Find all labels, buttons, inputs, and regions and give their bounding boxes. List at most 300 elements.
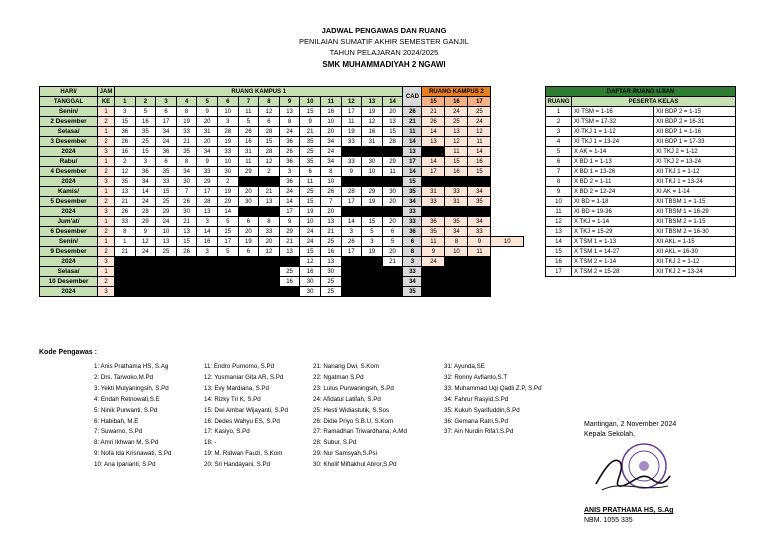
supervisor-code: 24 — [300, 237, 321, 247]
schedule-row — [40, 157, 524, 167]
room-number: 1 — [546, 107, 572, 117]
supervisor-code: 28 — [217, 127, 238, 137]
room-header: 5 — [197, 97, 218, 107]
supervisor-code: 2 — [115, 157, 136, 167]
room-class-b: XII TKJ 2 = 1-12 — [654, 257, 736, 267]
supervisor-code: 8 — [279, 117, 300, 127]
room-row — [546, 177, 736, 187]
sign-place-date: Mantingan, 2 November 2024 — [584, 421, 677, 428]
supervisor-code: 31 — [422, 187, 445, 197]
supervisor-code: 36 — [422, 217, 445, 227]
supervisor-code: 20 — [238, 227, 259, 237]
supervisor-code: 7 — [320, 197, 341, 207]
supervisor-code: 36 — [403, 227, 422, 237]
supervisor-code: 16 — [135, 117, 156, 127]
supervisor-code: 29 — [197, 177, 218, 187]
supervisor-code: 5 — [217, 247, 238, 257]
room-row — [546, 267, 736, 277]
supervisor-code: 10 — [217, 107, 238, 117]
room-row — [546, 167, 736, 177]
supervisor-entry: 2: Drs. Tarwoko,M.Pd — [94, 373, 154, 381]
supervisor-code: 11 — [238, 157, 259, 167]
schedule-row — [40, 177, 524, 187]
supervisor-code: 35 — [300, 157, 321, 167]
room-header: 10 — [300, 97, 321, 107]
schedule-row — [40, 207, 524, 217]
doc-subtitle: PENILAIAN SUMATIF AKHIR SEMESTER GANJIL — [299, 37, 469, 46]
supervisor-entry: 28: Subur, S.Pd — [313, 439, 357, 447]
supervisor-entry: 6: Habibah, M.E — [94, 417, 139, 425]
supervisor-code: 9 — [197, 107, 218, 117]
room-header: 16 — [445, 97, 468, 107]
room-class-b: XI AK = 1-14 — [654, 187, 736, 197]
supervisor-code: 25 — [300, 147, 321, 157]
jam-cell: 2 — [98, 197, 115, 207]
supervisor-code — [445, 177, 468, 187]
supervisor-code: 13 — [156, 237, 177, 247]
schedule-row — [40, 277, 524, 287]
signer-block — [584, 506, 673, 526]
supervisor-code: 28 — [382, 137, 403, 147]
supervisor-code: 15 — [217, 227, 238, 237]
day-cell: 5 Desember — [40, 197, 98, 207]
schedule-row — [40, 267, 524, 277]
supervisor-code: 11 — [300, 177, 321, 187]
supervisor-code: 13 — [320, 217, 341, 227]
room-class-a: X TSM 2 = 1-14 — [572, 257, 654, 267]
supervisor-code: 33 — [403, 207, 422, 217]
room-class-b: XII TKJ 1 = 1-12 — [654, 167, 736, 177]
supervisor-code — [259, 257, 280, 267]
school-seal-signature-icon — [592, 436, 672, 498]
room-class-b: XII TKJ 1 = 13-24 — [654, 177, 736, 187]
supervisor-entry: 33: Muhammad Uqi Qadli Z.P, S.Pd — [444, 384, 542, 392]
room-number: 17 — [546, 267, 572, 277]
supervisor-code: 5 — [217, 217, 238, 227]
supervisor-entry: 8: Amri Ikhwan M, S.Pd — [94, 439, 159, 447]
supervisor-code: 24 — [320, 147, 341, 157]
supervisor-code: 15 — [403, 177, 422, 187]
supervisor-code: 9 — [341, 167, 362, 177]
supervisor-code: 30 — [382, 187, 403, 197]
supervisor-code: 3 — [115, 107, 136, 117]
day-cell: 2024 — [40, 287, 98, 297]
room-row — [546, 117, 736, 127]
supervisor-code — [238, 277, 259, 287]
supervisor-code: 15 — [176, 237, 197, 247]
supervisor-code: 36 — [279, 137, 300, 147]
room-header: 14 — [382, 97, 403, 107]
supervisor-entry: 36: Gemana Ratri,S.Pd — [444, 417, 508, 425]
supervisor-code: 35 — [403, 287, 422, 297]
room-class-b: XII BDP 1 = 17-33 — [654, 137, 736, 147]
supervisor-code — [238, 287, 259, 297]
jam-cell: 3 — [98, 207, 115, 217]
supervisor-code: 15 — [115, 117, 136, 127]
supervisor-code — [341, 207, 362, 217]
supervisor-code: 17 — [279, 207, 300, 217]
supervisor-code: 35 — [403, 187, 422, 197]
supervisor-code: 20 — [259, 237, 280, 247]
supervisor-code: 34 — [156, 127, 177, 137]
supervisor-code: 20 — [382, 247, 403, 257]
room-class-a: XI TKJ 1 = 1-12 — [572, 127, 654, 137]
supervisor-entry: 15: Dwi Ambar Wijayanti, S.Pd — [204, 406, 288, 414]
supervisor-code — [176, 287, 197, 297]
supervisor-code — [279, 287, 300, 297]
room-number: 10 — [546, 197, 572, 207]
room-header: 2 — [135, 97, 156, 107]
day-cell — [40, 117, 98, 127]
supervisor-code: 10 — [217, 157, 238, 167]
supervisor-code: 26 — [115, 207, 136, 217]
supervisor-code — [259, 177, 280, 187]
supervisor-code — [115, 257, 136, 267]
supervisor-code: 26 — [403, 107, 422, 117]
supervisor-code: 14 — [279, 197, 300, 207]
supervisor-code: 24 — [279, 127, 300, 137]
supervisor-code: 35 — [300, 137, 321, 147]
kode-column-2 — [204, 362, 288, 471]
jam-cell: 1 — [98, 267, 115, 277]
room-number: 4 — [546, 137, 572, 147]
supervisor-code: 12 — [362, 117, 383, 127]
supervisor-code: 13 — [279, 107, 300, 117]
supervisor-code: 29 — [362, 187, 383, 197]
supervisor-code: 13 — [115, 187, 136, 197]
rooms-header-peserta: PESERTA KELAS — [572, 97, 736, 107]
room-header: 11 — [320, 97, 341, 107]
supervisor-code — [422, 277, 445, 287]
supervisor-code — [176, 277, 197, 287]
supervisor-code: 15 — [259, 137, 280, 147]
room-class-b: XI TKJ 2 = 13-24 — [654, 157, 736, 167]
room-number: 2 — [546, 117, 572, 127]
sign-role: Kepala Sekolah, — [584, 431, 635, 438]
supervisor-code — [468, 267, 491, 277]
supervisor-code: 14 — [422, 127, 445, 137]
supervisor-code: 21 — [382, 257, 403, 267]
supervisor-code: 31 — [197, 127, 218, 137]
room-header: 1 — [115, 97, 136, 107]
schedule-row — [40, 137, 524, 147]
supervisor-code: 14 — [341, 217, 362, 227]
supervisor-code: 26 — [176, 247, 197, 257]
supervisor-code: 33 — [445, 187, 468, 197]
supervisor-code: 24 — [422, 257, 445, 267]
supervisor-entry: 30: Kholif Miftakhul Abror,S.Pd — [313, 461, 397, 469]
supervisor-code: 20 — [197, 137, 218, 147]
supervisor-code — [156, 277, 177, 287]
supervisor-code: 24 — [468, 117, 491, 127]
supervisor-code: 6 — [259, 117, 280, 127]
supervisor-code: 16 — [238, 137, 259, 147]
supervisor-code: 19 — [176, 117, 197, 127]
supervisor-entry: 25: Hesti Widiastutik, S.Sos — [313, 406, 389, 414]
supervisor-code — [341, 287, 362, 297]
supervisor-code: 28 — [259, 127, 280, 137]
supervisor-code: 8 — [176, 107, 197, 117]
room-class-b: XII BDP 2 = 1-15 — [654, 107, 736, 117]
supervisor-code: 34 — [468, 217, 491, 227]
supervisor-code: 3 — [403, 257, 422, 267]
day-cell: 3 Desember — [40, 137, 98, 147]
jam-cell: 2 — [98, 137, 115, 147]
room-class-a: X TKJ = 15-29 — [572, 227, 654, 237]
supervisor-code: 9 — [468, 237, 491, 247]
supervisor-code: 15 — [300, 247, 321, 257]
supervisor-code: 15 — [300, 197, 321, 207]
supervisor-code — [468, 277, 491, 287]
supervisor-code: 21 — [115, 247, 136, 257]
supervisor-code: 16 — [468, 157, 491, 167]
supervisor-code: 30 — [300, 287, 321, 297]
supervisor-code: 24 — [135, 247, 156, 257]
supervisor-code: 10 — [156, 227, 177, 237]
room-header: 4 — [176, 97, 197, 107]
jam-cell: 3 — [98, 177, 115, 187]
jam-cell: 1 — [98, 187, 115, 197]
supervisor-code: 25 — [320, 287, 341, 297]
supervisor-code: 12 — [259, 107, 280, 117]
supervisor-code — [341, 267, 362, 277]
supervisor-code: 33 — [422, 197, 445, 207]
supervisor-code: 17 — [217, 237, 238, 247]
room-header: 15 — [422, 97, 445, 107]
supervisor-code — [382, 287, 403, 297]
schedule-row — [40, 197, 524, 207]
room-class-a: X BD 2 = 12-24 — [572, 187, 654, 197]
supervisor-code — [176, 257, 197, 267]
supervisor-code: 9 — [279, 217, 300, 227]
supervisor-code: 15 — [382, 127, 403, 137]
supervisor-code — [422, 207, 445, 217]
supervisor-code: 34 — [320, 157, 341, 167]
supervisor-code: 35 — [156, 167, 177, 177]
room-number: 7 — [546, 167, 572, 177]
room-number: 9 — [546, 187, 572, 197]
supervisor-code: 13 — [197, 207, 218, 217]
supervisor-entry: 18: - — [204, 439, 217, 447]
supervisor-code: 1 — [115, 237, 136, 247]
supervisor-code — [135, 267, 156, 277]
supervisor-code — [197, 287, 218, 297]
supervisor-code: 26 — [176, 197, 197, 207]
supervisor-code: 20 — [320, 207, 341, 217]
supervisor-code: 5 — [382, 237, 403, 247]
jam-cell: 1 — [98, 127, 115, 137]
supervisor-code — [135, 277, 156, 287]
supervisor-entry: 1: Anis Prathama HS, S.Ag — [94, 363, 169, 370]
header-tanggal: TANGGAL — [40, 97, 98, 107]
supervisor-code — [341, 177, 362, 187]
room-class-b: XII BDP 2 = 16-31 — [654, 117, 736, 127]
supervisor-code — [445, 207, 468, 217]
supervisor-code: 17 — [341, 247, 362, 257]
supervisor-code: 6 — [156, 157, 177, 167]
supervisor-code: 34 — [445, 227, 468, 237]
supervisor-code: 33 — [341, 157, 362, 167]
supervisor-code: 13 — [422, 137, 445, 147]
supervisor-entry: 4: Endah Retnowati,S.E — [94, 395, 160, 403]
supervisor-code — [341, 257, 362, 267]
supervisor-code — [135, 257, 156, 267]
room-header: 12 — [341, 97, 362, 107]
supervisor-code — [362, 177, 383, 187]
supervisor-code: 33 — [341, 137, 362, 147]
room-row — [546, 127, 736, 137]
room-number: 6 — [546, 157, 572, 167]
supervisor-code: 21 — [115, 197, 136, 207]
room-class-b: XII TKJ 2 = 13-24 — [654, 267, 736, 277]
room-header: 9 — [279, 97, 300, 107]
supervisor-code: 25 — [300, 187, 321, 197]
supervisor-code: 36 — [156, 147, 177, 157]
supervisor-code: 5 — [135, 107, 156, 117]
supervisor-code: 29 — [279, 227, 300, 237]
supervisor-code: 12 — [115, 167, 136, 177]
supervisor-entry: 5: Ninik Purwanti, S.Pd — [94, 406, 158, 414]
room-number: 8 — [546, 177, 572, 187]
supervisor-code: 30 — [320, 267, 341, 277]
supervisor-code: 13 — [176, 227, 197, 237]
supervisor-code — [197, 257, 218, 267]
supervisor-code: 17 — [156, 117, 177, 127]
signer-name: ANIS PRATHAMA HS, S.Ag — [584, 507, 674, 514]
supervisor-code: 25 — [445, 117, 468, 127]
supervisor-code: 14 — [468, 147, 491, 157]
supervisor-code: 6 — [403, 237, 422, 247]
supervisor-code — [382, 267, 403, 277]
header-jam: JAM — [98, 87, 115, 97]
supervisor-code: 21 — [403, 117, 422, 127]
day-cell: 10 Desember — [40, 277, 98, 287]
room-class-a: XI TSM = 17-32 — [572, 117, 654, 127]
room-header: 6 — [217, 97, 238, 107]
supervisor-code: 26 — [422, 117, 445, 127]
supervisor-code: 16 — [445, 167, 468, 177]
room-class-a: X BD 2 = 1-11 — [572, 177, 654, 187]
day-name: 2 Desember — [50, 117, 87, 125]
supervisor-code — [238, 177, 259, 187]
room-row — [546, 247, 736, 257]
supervisor-code: 20 — [382, 107, 403, 117]
supervisor-code — [115, 267, 136, 277]
supervisor-code: 34 — [176, 167, 197, 177]
supervisor-code — [382, 277, 403, 287]
supervisor-entry: 22: Ngatman S.Pd — [313, 373, 364, 381]
supervisor-code: 16 — [362, 127, 383, 137]
supervisor-code: 24 — [156, 137, 177, 147]
day-cell: Rabu/ — [40, 157, 98, 167]
supervisor-code: 8 — [320, 167, 341, 177]
supervisor-code: 11 — [445, 147, 468, 157]
supervisor-code: 26 — [115, 137, 136, 147]
jam-cell: 1 — [98, 107, 115, 117]
supervisor-code: 8 — [115, 227, 136, 237]
supervisor-code — [468, 257, 491, 267]
jam-cell: 3 — [98, 257, 115, 267]
room-number: 3 — [546, 127, 572, 137]
kode-column-3 — [313, 362, 407, 471]
supervisor-code: 33 — [403, 267, 422, 277]
supervisor-code: 33 — [176, 127, 197, 137]
supervisor-code: 13 — [279, 247, 300, 257]
supervisor-code: 15 — [468, 167, 491, 177]
day-name: 6 Desember — [50, 227, 87, 235]
supervisor-code: 13 — [382, 117, 403, 127]
supervisor-code: 33 — [259, 227, 280, 237]
supervisor-code: 30 — [176, 177, 197, 187]
day-cell — [40, 217, 98, 227]
supervisor-code: 30 — [300, 277, 321, 287]
supervisor-code: 21 — [320, 227, 341, 237]
supervisor-code: 12 — [135, 237, 156, 247]
supervisor-code — [156, 267, 177, 277]
supervisor-code: 19 — [300, 207, 321, 217]
supervisor-code: 33 — [197, 167, 218, 177]
supervisor-code: 8 — [259, 217, 280, 227]
supervisor-code: 20 — [238, 187, 259, 197]
room-class-b: XII TBSM 2 = 1-15 — [654, 217, 736, 227]
supervisor-code: 2 — [259, 167, 280, 177]
supervisor-code: 13 — [403, 147, 422, 157]
jam-cell: 2 — [98, 277, 115, 287]
room-class-a: X TSM 1 = 14-27 — [572, 247, 654, 257]
supervisor-code: 29 — [156, 207, 177, 217]
supervisor-code — [468, 287, 491, 297]
supervisor-code: 10 — [300, 217, 321, 227]
supervisor-code: 24 — [135, 197, 156, 207]
supervisor-code: 11 — [468, 247, 491, 257]
room-class-b: XII AKL = 16-30 — [654, 247, 736, 257]
supervisor-entry: 31: Ayunda,SE — [444, 363, 485, 370]
supervisor-code: 16 — [115, 147, 136, 157]
supervisor-code: 12 — [300, 257, 321, 267]
supervisor-code: 5 — [238, 117, 259, 127]
day-cell: Kamis/ — [40, 187, 98, 197]
schedule-row — [40, 167, 524, 177]
day-cell — [40, 107, 98, 117]
supervisor-code — [362, 287, 383, 297]
schedule-row — [40, 247, 524, 257]
supervisor-entry: 26: Didie Priyo S.B.U, S.Kom — [313, 417, 394, 425]
supervisor-code — [115, 277, 136, 287]
supervisor-code: 9 — [197, 157, 218, 167]
supervisor-code — [156, 287, 177, 297]
supervisor-code: 11 — [422, 237, 445, 247]
supervisor-code: 33 — [468, 227, 491, 237]
supervisor-code: 9 — [135, 227, 156, 237]
day-name: Jum'at/ — [57, 217, 80, 225]
room-class-b: XI TKJ 2 = 1-12 — [654, 147, 736, 157]
doc-title: JADWAL PENGAWAS DAN RUANG — [321, 26, 447, 35]
supervisor-code: 34 — [468, 187, 491, 197]
header-kampus1: RUANG KAMPUS 1 — [115, 87, 403, 97]
supervisor-entry: 35: Kukuh Syarifuddin,S.Pd — [444, 406, 520, 414]
supervisor-code: 17 — [422, 167, 445, 177]
schedule-row — [40, 117, 524, 127]
supervisor-code: 2 — [217, 177, 238, 187]
room-number: 14 — [546, 237, 572, 247]
supervisor-code: 26 — [320, 187, 341, 197]
supervisor-code: 28 — [135, 207, 156, 217]
supervisor-code — [445, 287, 468, 297]
supervisor-code: 25 — [320, 237, 341, 247]
supervisor-code — [362, 277, 383, 287]
rooms-header-ruang: RUANG — [547, 98, 570, 105]
supervisor-code: 21 — [422, 107, 445, 117]
